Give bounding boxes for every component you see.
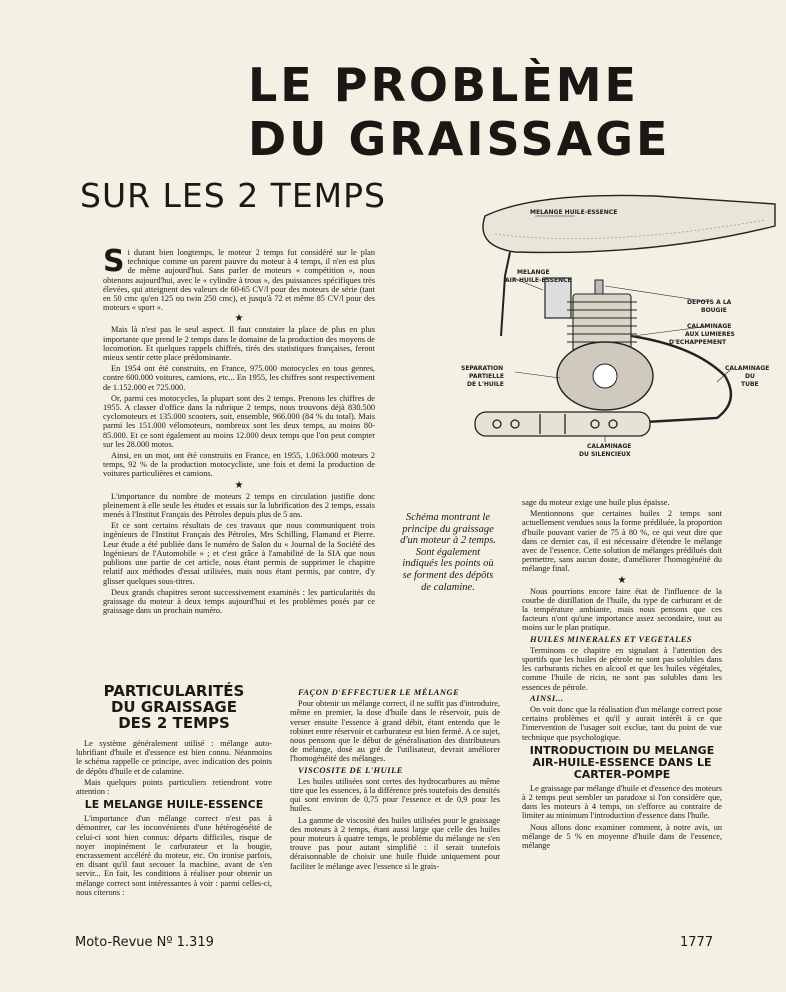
separator-star: ★ [234,479,244,491]
right-paragraph: On voit donc que la réalisation d'un mélange correct pose certains problèmes et qu'il y aurait intérêt à ce que l'intervention de l'usager soit exclue, tant du point de vue technique que psychologique. [522,705,722,742]
section-heading-introduction: INTRODUCTIOIN DU MELANGE AIR-HUILE-ESSENCE DANS LE CARTER-POMPE [529,743,715,781]
silencer [475,412,650,436]
right-paragraph: Le graissage par mélange d'huile et d'essence des moteurs à 2 temps peut sembler un paradoxe si l'on considère que, dans les moteurs à 4 temps, on s'efforce au contraire de limiter au minimum l'introduction d'essence dans l'huile. [522,783,722,821]
right-paragraph: sage du moteur exige une huile plus épaisse. [522,498,670,507]
lower-left-paragraph: Mais quelques points particuliers retiendront votre attention : [76,777,272,797]
intro-paragraph: Et ce sont certains résultats de ces travaux que nous communiquent trois ingénieurs de l'Institut Français des Pétroles, Mrs Schilling, Flamand et Pierre. Leur étude a été publiée dans le numéro de Salon du « Journal de la Société des Ingénieurs de l'Automobile » ; et c'est grâce à l'amabilité de la SIA que nous publions une partie de cet article, nous étant permis de supprimer le chapitre relatif aux méthodes d'essai utilisées, mais nous étant permis, par contre, d'y glisser quelques sous-titres. [103,521,375,586]
intro-paragraph: En 1954 ont été construits, en France, 975.000 motocycles en tous genres, contre 600.000 voitures, camions, etc... En 1955, les chiffres sont respectivement de 1.152.000 et 725.000. [103,364,375,392]
intro-paragraph: L'importance du nombre de moteurs 2 temps en circulation justifie donc pleinement à elle seule les études et essais sur la lubrification des 2 temps, essais menés à l'Institut Français des Pétroles depuis plus de 5 ans. [103,491,375,520]
subheading-facon: FAÇON D'EFFECTUER LE MÉLANGE [298,687,460,697]
label-du: DU [745,373,755,380]
intro-paragraph: Deux grands chapitres seront successivement examinés : les particularités du graissage du moteur à deux temps aujourd'hui et les problèmes posés par ce graissage dans un prochain numéro. [103,587,375,616]
spark-plug [595,280,603,294]
label-tube: TUBE [741,381,759,388]
subheading-viscosite: VISCOSITE DE L'HUILE [298,764,403,775]
section-heading-particularites: PARTICULARITÉS DU GRAISSAGE DES 2 TEMPS [103,682,245,732]
subheading-ainsi: AINSI... [530,692,564,703]
intro-paragraph: Mais là n'est pas le seul aspect. Il faut constater la place de plus en plus importante que prend le 2 temps dans le domaine de la production des moyens de locomotion. Et quelques rappels chiffrés, tirés des statistiques françaises, feront mieux sentir cette place prédominante. [103,325,375,363]
label-calaminage-2: CALAMINAGE [725,365,770,372]
lower-middle-paragraph: Les huiles utilisées sont certes des hydrocarbures au même titre que les essences, à la différence près toutefois des densités qui sont environ de 0,75 pour l'essence et de 0,9 pour les huiles. [290,776,500,814]
title-line-2: DU GRAISSAGE [248,112,671,166]
label-aux-lumieres: AUX LUMIERES [685,331,735,338]
lower-left-paragraph: Le système généralement utilisé : mélange auto-lubrifiant d'huile et d'essence est bien connu. Néanmoins le schéma rappelle ce principe, avec indication des points de dépôts d'huile et de calamine. [76,739,272,776]
label-melange: MELANGE [517,269,550,276]
separator-star: ★ [617,574,627,586]
right-paragraph: Nous allons donc examiner comment, à notre avis, un mélange de 5 % en moyenne d'huile dans de l'essence, mélange [522,822,722,851]
right-paragraph: Nous pourrions encore faire état de l'influence de la courbe de distillation de l'huile, du type de carburant et de la température ambiante, mais nous pensons que ces facteurs n'ont qu'une importance assez secondaire, tout au moins sur le plan pratique. [522,586,722,633]
label-bougie: BOUGIE [701,307,727,314]
diagram-caption: Schéma montrant le principe du graissage d'un moteur à 2 temps. Sont également indiqués les points où se forment des dépôts de calamine. [400,512,496,593]
title-line-1: LE PROBLÈME [248,58,639,112]
lower-middle-paragraph: La gamme de viscosité des huiles utilisées pour le graissage des moteurs à 2 temps, étant aussi large que celle des huiles pour moteurs à quatre temps, le problème du mélange ne s'en trouve pas pour autant simplifié : il serait toutefois déraisonnable de choisir une huile fluide uniquement pour faciliter le mélange avec l'essence si le grais- [290,815,500,871]
carburettor [545,278,571,318]
label-melange-huile-essence: MELANGE HUILE-ESSENCE [530,209,618,216]
fuel-pipe [501,252,510,336]
section-heading-melange: LE MELANGE HUILE-ESSENCE [84,798,264,812]
intro-paragraph: i durant bien longtemps, le moteur 2 temps fut considéré sur le plan technique comme un parent pauvre du moteur à 4 temps, il n'en est plus de même aujourd'hui. Sans parler de moteurs « compétition », nous obtenons aujourd'hui, avec le « cylindre à trous », des puissances spécifiques très élevées, qui atteignent des valeurs de 60-65 CV/l pour des moteurs de série (tant en 50 cmc qu'en 125 ou twin 250 cmc), et jusqu'à 72 et même 85 CV/l pour des moteurs « sport ». [103,248,375,313]
lower-left-column [76,683,272,899]
intro-paragraph: Or, parmi ces motocycles, la plupart sont des 2 temps. Prenons les chiffres de 1955. A classer d'office dans la rubrique 2 temps, nous trouvons déjà 830.500 cyclomoteurs et 135.000 scooters, soit, ensemble, 966.000 (84 % du total). Mais parmi les 151.000 vélomoteurs, nombreux sont les deux temps, au moins 80-85.000. Et ce sont également au moins 12.000 deux temps que l'on peut compter sur les 28.000 motos. [103,393,375,449]
lower-middle-paragraph: Pour obtenir un mélange correct, il ne suffit pas d'introduire, même en premier, la dose d'huile dans le réservoir, puis de verser ensuite l'essence à grand débit, étant entendu que le robinet entre réservoir et carburateur est bien fermé. A ce sujet, nous pensons que le début de généralisation des distributeurs de mélange, dosé au gré de l'utilisateur, devrait améliorer l'homogénéité des mélanges. [290,699,500,764]
engine-lubrication-diagram [455,186,785,466]
title-line-3: SUR LES 2 TEMPS [80,176,387,215]
label-air-huile-essence: AIR-HUILE-ESSENCE [505,277,572,284]
drop-cap: S [103,244,125,279]
lower-left-paragraph: L'importance d'un mélange correct n'est pas à démontrer, car les inconvénients d'une hétérogénéité de celui-ci sont bien connus: départs difficiles, risque de noyer inopinément le carburateur et la bougie, encrassement accéléré du moteur, etc. On ironise parfois, en disant qu'il faut secouer la machine, avant de s'en servir... En fait, les conditions à réaliser pour obtenir un mélange correct sont intéressantes à voir : parmi celles-ci, nous citerons : [76,814,272,897]
label-depots: DEPOTS A LA [687,299,732,306]
right-paragraph: Terminons ce chapitre en signalant à l'attention des sportifs que les huiles de pétrole ne sont pas solubles dans les carburants riches en alcool et que les huiles végétales, comme l'huile de ricin, ne sont pas solubles dans les essences de pétrole. [522,645,722,692]
fuel-tank [483,195,775,252]
label-du-silencieux: DU SILENCIEUX [579,451,631,458]
label-separation: SEPARATION [461,365,504,372]
right-column [522,498,722,852]
footer-page-number: 1777 [680,935,714,950]
label-calaminage-1: CALAMINAGE [687,323,732,330]
lower-middle-column [290,686,500,873]
separator-star: ★ [234,313,244,325]
label-echappement: D'ECHAPPEMENT [669,339,727,346]
label-de-lhuile: DE L'HUILE [467,381,504,388]
label-partielle: PARTIELLE [469,373,505,380]
footer-publication: Moto-Revue Nº 1.319 [75,935,214,950]
intro-column [103,244,375,617]
subheading-huiles: HUILES MINERALES ET VEGETALES [530,633,693,644]
intro-paragraph: Ainsi, en un mot, ont été construits en France, en 1955, 1.063.000 moteurs 2 temps, 92 % de la production motocycliste, une fois et demi la production de voitures particulières et camions. [103,451,375,479]
label-calaminage-3: CALAMINAGE [587,443,632,450]
right-paragraph: Mentionnons que certaines huiles 2 temps sont actuellement vendues sous la forme prédiluée, la proportion d'huile pouvant varier de 75 à 80 %, ce qui veut dire que dans ce dernier cas, il est nécessaire d'étendre le mélange avec de l'essence. Cette solution de mélanges prédilués doit permettre, sans aucun doute, d'améliorer l'homogénéité du mélange final. [522,509,722,574]
